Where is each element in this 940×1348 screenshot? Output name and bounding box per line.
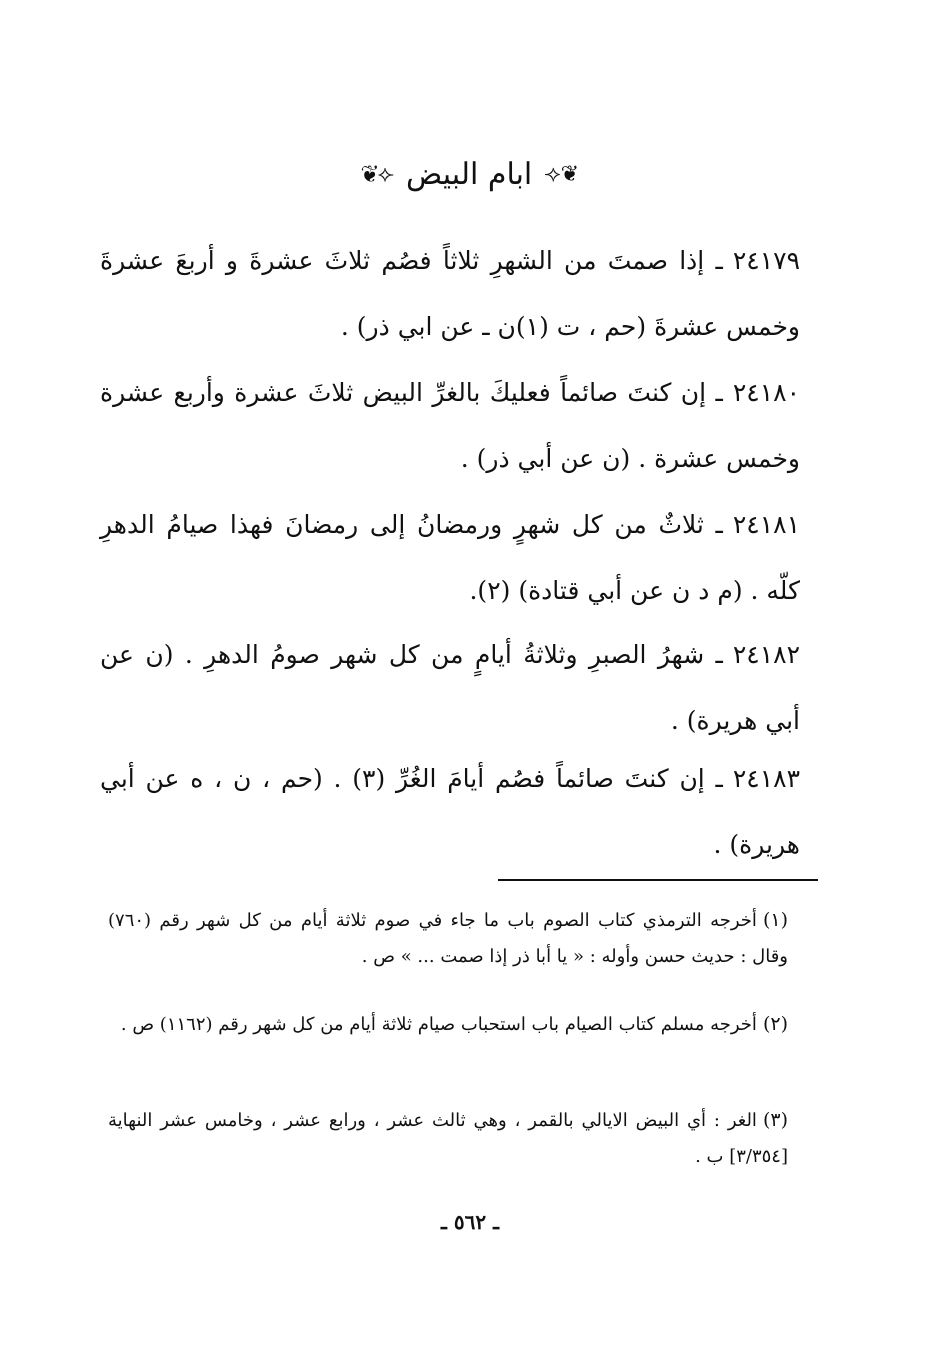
footnote-number: (٣) [762, 1109, 788, 1131]
footnote-text: أخرجه مسلم كتاب الصيام باب استحباب صيام ثلاثة أيام من كل شهر رقم (١١٦٢) ص . [120, 1014, 757, 1035]
hadith-entry [100, 746, 800, 878]
hadith-number: ٢٤١٨٣ [732, 764, 800, 793]
chapter-heading [0, 157, 940, 192]
hadith-text: ـ ثلاثٌ من كل شهرٍ ورمضانُ إلى رمضانَ فهذا صيامُ الدهرِ كلّه . (م د ن عن أبي قتادة) (٢). [100, 510, 800, 605]
hadith-entry [100, 228, 800, 360]
hadith-number: ٢٤١٧٩ [732, 246, 800, 275]
hadith-number: ٢٤١٨١ [732, 510, 800, 539]
hadith-text: ـ إن كنتَ صائماً فصُم أيامَ الغُرِّ (٣) . (حم ، ن ، ه عن أبي هريرة) . [100, 764, 800, 859]
page-number: ـ ٥٦٢ ـ [441, 1210, 499, 1234]
chapter-title: ابام البيض [406, 157, 533, 192]
footnote-number: (١) [762, 909, 788, 931]
footnote-number: (٢) [762, 1013, 788, 1035]
hadith-text: ـ إذا صمتَ من الشهرِ ثلاثاً فصُم ثلاثَ عشرةَ و أربعَ عشرةَ وخمس عشرةَ (حم ، ت (١)ن ـ عن ابي ذر) . [100, 246, 800, 341]
footnote [108, 1006, 788, 1043]
footnote-text: أخرجه الترمذي كتاب الصوم باب ما جاء في صوم ثلاثة أيام من كل شهر رقم (٧٦٠) وقال : حديث حسن وأوله : « يا أبا ذر إذا صمت ... » ص . [108, 910, 788, 967]
ornament-left-icon: ⟢❦ [360, 162, 394, 187]
hadith-number: ٢٤١٨٠ [732, 378, 800, 407]
footnote [108, 902, 788, 975]
hadith-number: ٢٤١٨٢ [732, 640, 800, 669]
footnote-divider [498, 879, 818, 881]
hadith-text: ـ إن كنتَ صائماً فعليكَ بالغرِّ البيض ثلاثَ عشرة وأربع عشرة وخمس عشرة . (ن عن أبي ذر) . [100, 378, 800, 473]
ornament-right-icon: ❦⟣ [544, 162, 580, 187]
hadith-entry [100, 622, 800, 754]
footnote-text: الغر : أي البيض الايالي بالقمر ، وهي ثالث عشر ، ورابع عشر ، وخامس عشر النهاية [٣/٣٥٤] ب . [108, 1110, 788, 1167]
footnote [108, 1102, 788, 1175]
hadith-text: ـ شهرُ الصبرِ وثلاثةُ أيامٍ من كل شهر صومُ الدهرِ . (ن عن أبي هريرة) . [100, 640, 800, 735]
hadith-entry [100, 492, 800, 624]
hadith-entry [100, 360, 800, 492]
